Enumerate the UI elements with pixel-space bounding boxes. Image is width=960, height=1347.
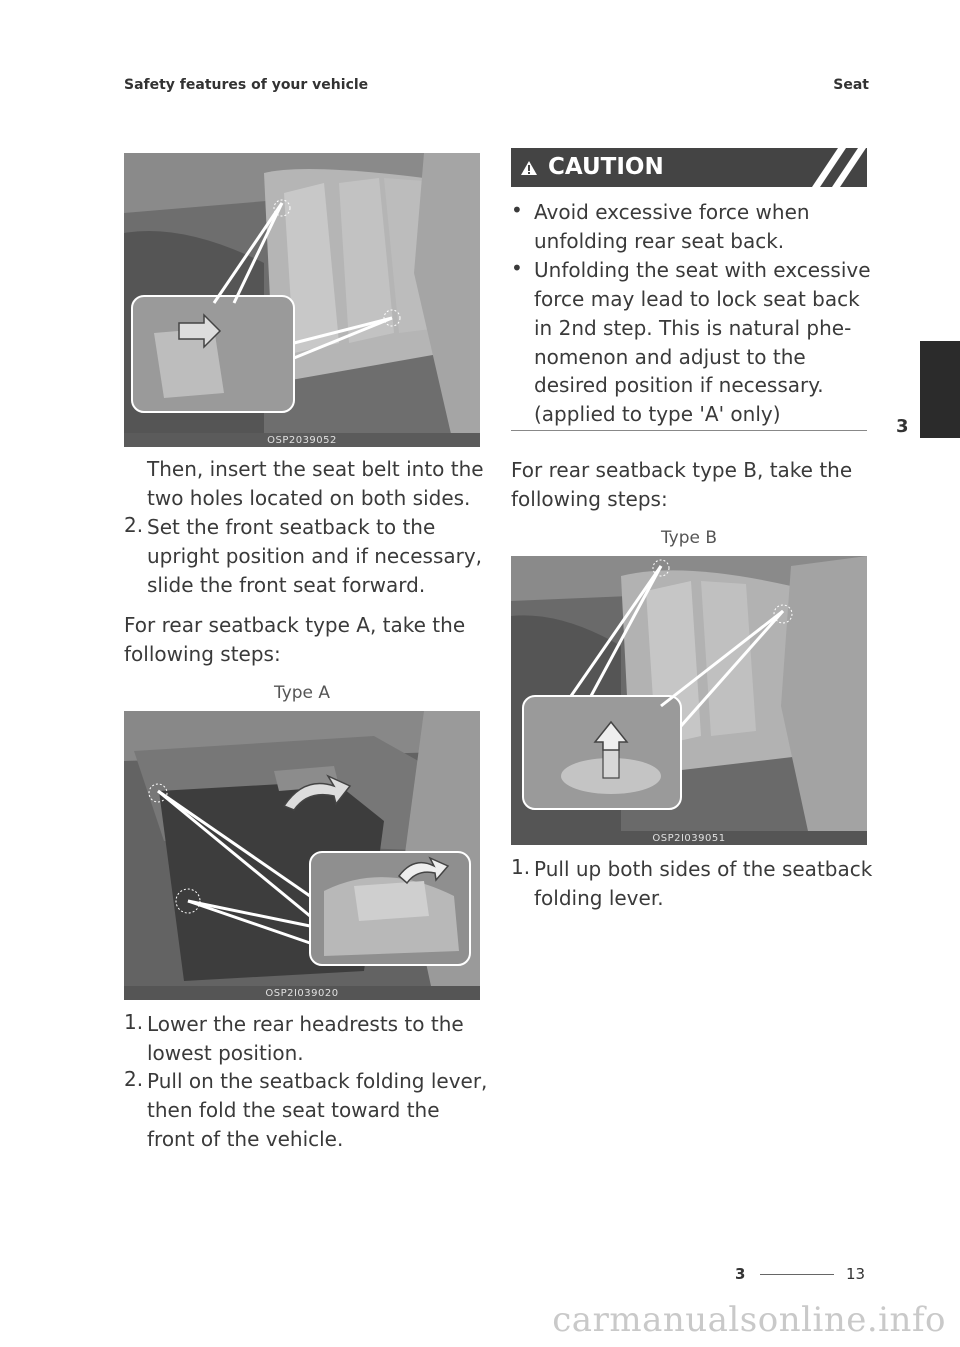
caution-stripes-decoration: [800, 148, 867, 187]
step-text-line: Set the front seatback to the: [147, 515, 436, 539]
figure-code: OSP2I039020: [265, 988, 339, 999]
caution-divider: [511, 430, 867, 431]
footer-divider: [760, 1274, 834, 1275]
step-text-line: upright position and if necessary,: [147, 544, 483, 568]
caution-text-line: (applied to type 'A' only): [534, 402, 781, 426]
intro-type-a-line: following steps:: [124, 642, 281, 666]
footer-section-number: 3: [735, 1265, 746, 1283]
page-number: 13: [846, 1265, 866, 1283]
step-number: 1.: [124, 1010, 144, 1034]
step-text-line: front of the vehicle.: [147, 1127, 344, 1151]
figure-caption-type-b: Type B: [660, 528, 718, 548]
seat-belt-holes-illustration: [124, 153, 480, 447]
figure-caption-type-a: Type A: [273, 683, 331, 703]
chapter-tab-number: 3: [896, 416, 909, 437]
step-text-line: slide the front seat forward.: [147, 573, 426, 597]
watermark: carmanualsonline.info: [552, 1300, 946, 1340]
caution-text-line: unfolding rear seat back.: [534, 229, 785, 253]
intro-type-b-line: following steps:: [511, 487, 668, 511]
bullet-marker: •: [511, 256, 523, 280]
step-text-line: then fold the seat toward the: [147, 1098, 440, 1122]
paragraph-line: Then, insert the seat belt into the: [147, 457, 484, 481]
figure-type-a-fold: [124, 711, 480, 1000]
paragraph-line: two holes located on both sides.: [147, 486, 471, 510]
caution-text-line: in 2nd step. This is natural phe-: [534, 316, 852, 340]
caution-text-line: nomenon and adjust to the: [534, 345, 806, 369]
step-number: 2.: [124, 513, 144, 537]
intro-type-a-line: For rear seatback type A, take the: [124, 613, 466, 637]
caution-text-line: force may lead to lock seat back: [534, 287, 860, 311]
step-text-line: Pull up both sides of the seatback: [534, 857, 873, 881]
intro-type-b-line: For rear seatback type B, take the: [511, 458, 853, 482]
type-a-fold-illustration: [124, 711, 480, 1000]
step-number: 2.: [124, 1067, 144, 1091]
step-text-line: lowest position.: [147, 1041, 304, 1065]
caution-text-line: Avoid excessive force when: [534, 200, 810, 224]
running-header-section: Safety features of your vehicle: [124, 77, 369, 93]
caution-text-line: desired position if necessary.: [534, 373, 824, 397]
figure-seat-belt-holes: [124, 153, 480, 447]
figure-code: OSP2039052: [267, 435, 337, 446]
figure-type-b-lever: [511, 556, 867, 845]
warning-triangle-icon: [520, 160, 538, 176]
running-header-topic: Seat: [833, 77, 869, 93]
chapter-tab: [920, 341, 960, 438]
bullet-marker: •: [511, 198, 523, 222]
step-text-line: Lower the rear headrests to the: [147, 1012, 464, 1036]
caution-title: CAUTION: [548, 154, 664, 180]
figure-code: OSP2I039051: [652, 833, 726, 844]
step-number: 1.: [511, 855, 531, 879]
step-text-line: Pull on the seatback folding lever,: [147, 1069, 488, 1093]
caution-text-line: Unfolding the seat with excessive: [534, 258, 871, 282]
type-b-lever-illustration: [511, 556, 867, 845]
step-text-line: folding lever.: [534, 886, 664, 910]
